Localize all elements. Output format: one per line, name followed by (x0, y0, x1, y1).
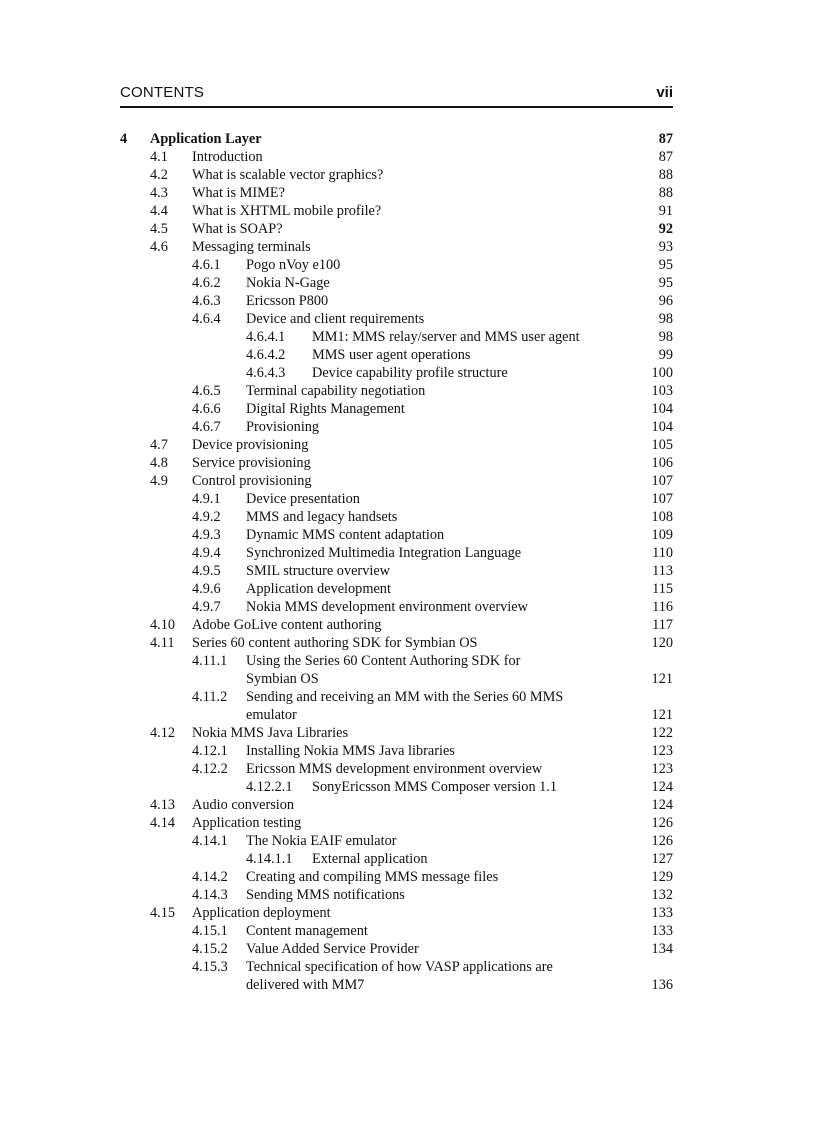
toc-entry-title: Provisioning (246, 419, 320, 435)
toc-entry-number: 4.9.6 (192, 581, 221, 597)
toc-entry (120, 490, 673, 508)
toc-entry-title: Creating and compiling MMS message files (246, 869, 499, 885)
toc-entry (120, 418, 673, 436)
toc-line (120, 508, 673, 526)
toc-entry (120, 760, 673, 778)
toc-line (120, 400, 673, 418)
toc-entry-page: 93 (658, 239, 673, 255)
toc-entry-number: 4 (120, 131, 128, 147)
toc-line (120, 598, 673, 616)
toc-entry (120, 364, 673, 382)
toc-line (120, 472, 673, 490)
toc-entry-title: What is SOAP? (192, 221, 283, 237)
toc-line (120, 562, 673, 580)
toc-entry-title: Device provisioning (192, 437, 309, 453)
toc-entry-number: 4.10 (150, 617, 176, 633)
toc-entry-number: 4.9.1 (192, 491, 221, 507)
toc-entry (120, 832, 673, 850)
toc-entry-title: Ericsson MMS development environment overview (246, 761, 543, 777)
toc-entry-number: 4.9 (150, 473, 168, 489)
toc-entry-page: 117 (652, 617, 673, 633)
toc-line (120, 850, 673, 868)
toc-entry-title: SMIL structure overview (246, 563, 390, 579)
toc-line (120, 778, 673, 796)
toc-entry-page: 96 (658, 293, 673, 309)
toc-entry-number: 4.9.4 (192, 545, 221, 561)
toc-entry-page: 100 (651, 365, 673, 381)
toc-entry-page: 121 (651, 671, 673, 687)
toc-entry-title: What is XHTML mobile profile? (192, 203, 382, 219)
toc-entry (120, 238, 673, 256)
toc-entry-page: 104 (651, 401, 673, 417)
toc-entry (120, 220, 673, 238)
toc-entry-number: 4.12 (150, 725, 176, 741)
toc-entry-number: 4.7 (150, 437, 168, 453)
toc-entry-title: Digital Rights Management (246, 401, 405, 417)
toc-entry-title: Installing Nokia MMS Java libraries (246, 743, 455, 759)
toc-entry (120, 130, 673, 148)
toc-entry (120, 472, 673, 490)
toc-entry-page: 99 (658, 347, 673, 363)
toc-line (120, 886, 673, 904)
toc-entry-title: Series 60 content authoring SDK for Symbian OS (192, 635, 478, 651)
toc-line (120, 346, 673, 364)
toc-entry (120, 454, 673, 472)
toc-line (120, 166, 673, 184)
toc-entry (120, 202, 673, 220)
toc-entry (120, 148, 673, 166)
toc-entry-number: 4.6 (150, 239, 168, 255)
toc-entry-number: 4.14 (150, 815, 176, 831)
toc-entry-title: Application development (246, 581, 391, 597)
toc-entry (120, 256, 673, 274)
toc-entry-title: Application Layer (150, 131, 262, 147)
toc-entry (120, 724, 673, 742)
toc-entry-page: 113 (652, 563, 673, 579)
toc-entry-title: Sending MMS notifications (246, 887, 405, 903)
toc-entry-page: 87 (658, 149, 673, 165)
toc-entry-title: Control provisioning (192, 473, 312, 489)
toc-line (120, 742, 673, 760)
toc-entry-title: Application deployment (192, 905, 331, 921)
toc-entry-page: 88 (658, 167, 673, 183)
toc-entry-page: 134 (651, 941, 673, 957)
toc-line (120, 202, 673, 220)
toc-entry (120, 850, 673, 868)
toc-entry (120, 400, 673, 418)
toc-entry-title-continued: Symbian OS (246, 671, 319, 687)
toc-entry (120, 346, 673, 364)
toc-line (120, 526, 673, 544)
toc-line (120, 616, 673, 634)
toc-entry-page: 123 (651, 743, 673, 759)
toc-entry-number: 4.9.2 (192, 509, 221, 525)
toc-line (120, 490, 673, 508)
toc-entry-number: 4.9.7 (192, 599, 221, 615)
toc-entry (120, 328, 673, 346)
toc-entry-number: 4.6.6 (192, 401, 221, 417)
toc-entry (120, 652, 673, 688)
toc-entry-page: 106 (651, 455, 673, 471)
toc-entry-title-continued: emulator (246, 707, 297, 723)
toc-entry-title: Adobe GoLive content authoring (192, 617, 382, 633)
toc-entry-title: Device presentation (246, 491, 360, 507)
toc-entry-number: 4.6.2 (192, 275, 221, 291)
toc-entry-number: 4.6.4.1 (246, 329, 286, 345)
toc-entry-number: 4.14.1.1 (246, 851, 293, 867)
toc-entry-title-continued: delivered with MM7 (246, 977, 365, 993)
toc-entry-page: 105 (651, 437, 673, 453)
toc-entry-title: SonyEricsson MMS Composer version 1.1 (312, 779, 558, 795)
toc-entry (120, 742, 673, 760)
toc-entry-page: 103 (651, 383, 673, 399)
toc-line (120, 760, 673, 778)
toc-entry-number: 4.5 (150, 221, 168, 237)
toc-entry (120, 436, 673, 454)
toc-line-continued (120, 706, 673, 724)
toc-entry-number: 4.15.1 (192, 923, 228, 939)
toc-entry-title: Synchronized Multimedia Integration Language (246, 545, 522, 561)
toc-entry (120, 508, 673, 526)
toc-entry-number: 4.6.4.2 (246, 347, 286, 363)
toc-entry-number: 4.4 (150, 203, 168, 219)
toc-line (120, 958, 673, 976)
toc-entry-title: Nokia MMS Java Libraries (192, 725, 349, 741)
toc-entry-title: Using the Series 60 Content Authoring SDK for (246, 653, 521, 669)
toc-entry-page: 109 (651, 527, 673, 543)
toc-entry-title: Service provisioning (192, 455, 311, 471)
toc-entry-title: Technical specification of how VASP applications are (246, 959, 553, 975)
toc-line (120, 256, 673, 274)
toc-line (120, 724, 673, 742)
toc-entry-number: 4.12.2.1 (246, 779, 293, 795)
toc-entry-number: 4.6.1 (192, 257, 221, 273)
toc-entry-title: Value Added Service Provider (246, 941, 419, 957)
toc-entry-page: 124 (651, 779, 673, 795)
toc-entry (120, 382, 673, 400)
toc-entry-page: 91 (658, 203, 673, 219)
toc-entry-number: 4.11.1 (192, 653, 228, 669)
toc-line (120, 364, 673, 382)
toc-entry-page: 107 (651, 473, 673, 489)
toc-line (120, 688, 673, 706)
toc-entry (120, 310, 673, 328)
toc-entry-page: 123 (651, 761, 673, 777)
toc-line (120, 904, 673, 922)
toc-line (120, 130, 673, 148)
toc-entry-title: Terminal capability negotiation (246, 383, 426, 399)
toc-line (120, 814, 673, 832)
toc-line (120, 922, 673, 940)
toc-entry-page: 92 (658, 221, 673, 237)
toc-entry-title: Device capability profile structure (312, 365, 508, 381)
toc-entry (120, 868, 673, 886)
toc-entry-title: Nokia N-Gage (246, 275, 330, 291)
toc-entry-title: Content management (246, 923, 368, 939)
toc-entry-page: 87 (658, 131, 673, 147)
toc-entry-number: 4.6.4 (192, 311, 221, 327)
toc-entry (120, 904, 673, 922)
toc-entry (120, 274, 673, 292)
toc-entry-page: 95 (658, 275, 673, 291)
toc-entry-page: 133 (651, 923, 673, 939)
toc-entry-number: 4.14.3 (192, 887, 228, 903)
toc-entry (120, 616, 673, 634)
toc-entry-number: 4.9.5 (192, 563, 221, 579)
toc-entry (120, 544, 673, 562)
toc-line (120, 184, 673, 202)
toc-entry-title: The Nokia EAIF emulator (246, 833, 397, 849)
header-title: CONTENTS (120, 84, 205, 101)
toc-entry-page: 116 (652, 599, 673, 615)
toc-line (120, 544, 673, 562)
toc-entry-page: 136 (651, 977, 673, 993)
toc-entry-page: 107 (651, 491, 673, 507)
toc-entry-page: 115 (652, 581, 673, 597)
toc-entry-page: 98 (658, 329, 673, 345)
toc-line-continued (120, 670, 673, 688)
toc-entry-number: 4.11.2 (192, 689, 228, 705)
toc-entry (120, 958, 673, 994)
running-header (120, 84, 673, 108)
toc-entry-title: Dynamic MMS content adaptation (246, 527, 445, 543)
toc-line (120, 634, 673, 652)
toc-entry (120, 292, 673, 310)
toc-line (120, 454, 673, 472)
toc-entry-number: 4.6.5 (192, 383, 221, 399)
toc-entry (120, 778, 673, 796)
toc-entry (120, 562, 673, 580)
toc-entry-number: 4.11 (150, 635, 175, 651)
toc-entry-title: Introduction (192, 149, 263, 165)
toc-entry-title: External application (312, 851, 428, 867)
toc-entry (120, 940, 673, 958)
toc-entry-page: 121 (651, 707, 673, 723)
toc-entry-title: Nokia MMS development environment overview (246, 599, 528, 615)
toc-line (120, 238, 673, 256)
toc-entry-title: Sending and receiving an MM with the Series 60 MMS (246, 689, 564, 705)
toc-entry-title: Messaging terminals (192, 239, 311, 255)
toc-line (120, 220, 673, 238)
toc-entry-page: 95 (658, 257, 673, 273)
toc-entry-title: What is scalable vector graphics? (192, 167, 384, 183)
toc-entry (120, 598, 673, 616)
toc-entry-number: 4.12.1 (192, 743, 228, 759)
toc-entry (120, 922, 673, 940)
toc-entry (120, 580, 673, 598)
toc-line (120, 418, 673, 436)
toc-entry-title: Audio conversion (192, 797, 295, 813)
toc-entry-page: 124 (651, 797, 673, 813)
toc-entry-page: 88 (658, 185, 673, 201)
toc-entry-number: 4.14.1 (192, 833, 228, 849)
toc-entry-page: 132 (651, 887, 673, 903)
toc-line (120, 292, 673, 310)
toc-line (120, 274, 673, 292)
toc-entry-number: 4.12.2 (192, 761, 228, 777)
toc-line (120, 328, 673, 346)
toc-entry-page: 98 (658, 311, 673, 327)
toc-line (120, 796, 673, 814)
toc-entry-number: 4.9.3 (192, 527, 221, 543)
toc-entry-page: 133 (651, 905, 673, 921)
toc-entry (120, 634, 673, 652)
toc-entry-number: 4.15.3 (192, 959, 228, 975)
toc-line-continued (120, 976, 673, 994)
toc-entry-number: 4.1 (150, 149, 168, 165)
toc-entry (120, 184, 673, 202)
toc-entry-number: 4.6.7 (192, 419, 221, 435)
toc-entry-title: MM1: MMS relay/server and MMS user agent (312, 329, 580, 345)
toc-line (120, 580, 673, 598)
toc-entry-number: 4.15.2 (192, 941, 228, 957)
toc-entry-number: 4.13 (150, 797, 176, 813)
toc-entry (120, 166, 673, 184)
toc-entry (120, 814, 673, 832)
toc-line (120, 832, 673, 850)
toc-entry-title: Pogo nVoy e100 (246, 257, 341, 273)
toc-entry-page: 127 (651, 851, 673, 867)
toc-line (120, 940, 673, 958)
toc-entry-title: What is MIME? (192, 185, 285, 201)
toc-entry-title: Application testing (192, 815, 302, 831)
toc-entry-page: 120 (651, 635, 673, 651)
toc-entry (120, 796, 673, 814)
toc-line (120, 652, 673, 670)
toc-entry-number: 4.8 (150, 455, 168, 471)
toc-line (120, 868, 673, 886)
toc-entry-page: 110 (652, 545, 673, 561)
toc-entry-number: 4.2 (150, 167, 168, 183)
toc-line (120, 310, 673, 328)
toc-entry-number: 4.6.3 (192, 293, 221, 309)
toc-line (120, 148, 673, 166)
toc-entry-page: 122 (651, 725, 673, 741)
toc-entry (120, 688, 673, 724)
toc-entry-title: Ericsson P800 (246, 293, 329, 309)
toc-entry-title: Device and client requirements (246, 311, 425, 327)
toc-entry-page: 126 (651, 815, 673, 831)
toc-entry-page: 126 (651, 833, 673, 849)
toc-entry-title: MMS and legacy handsets (246, 509, 398, 525)
toc-line (120, 382, 673, 400)
toc-entry-number: 4.3 (150, 185, 168, 201)
toc-entry-page: 129 (651, 869, 673, 885)
toc-entry (120, 886, 673, 904)
toc-entry-number: 4.6.4.3 (246, 365, 286, 381)
toc-line (120, 436, 673, 454)
toc-entry-number: 4.15 (150, 905, 176, 921)
toc-entry-title: MMS user agent operations (312, 347, 471, 363)
toc-entry-page: 104 (651, 419, 673, 435)
header-page-number: vii (656, 84, 673, 101)
table-of-contents (120, 130, 673, 994)
toc-entry-number: 4.14.2 (192, 869, 228, 885)
toc-entry-page: 108 (651, 509, 673, 525)
toc-entry (120, 526, 673, 544)
